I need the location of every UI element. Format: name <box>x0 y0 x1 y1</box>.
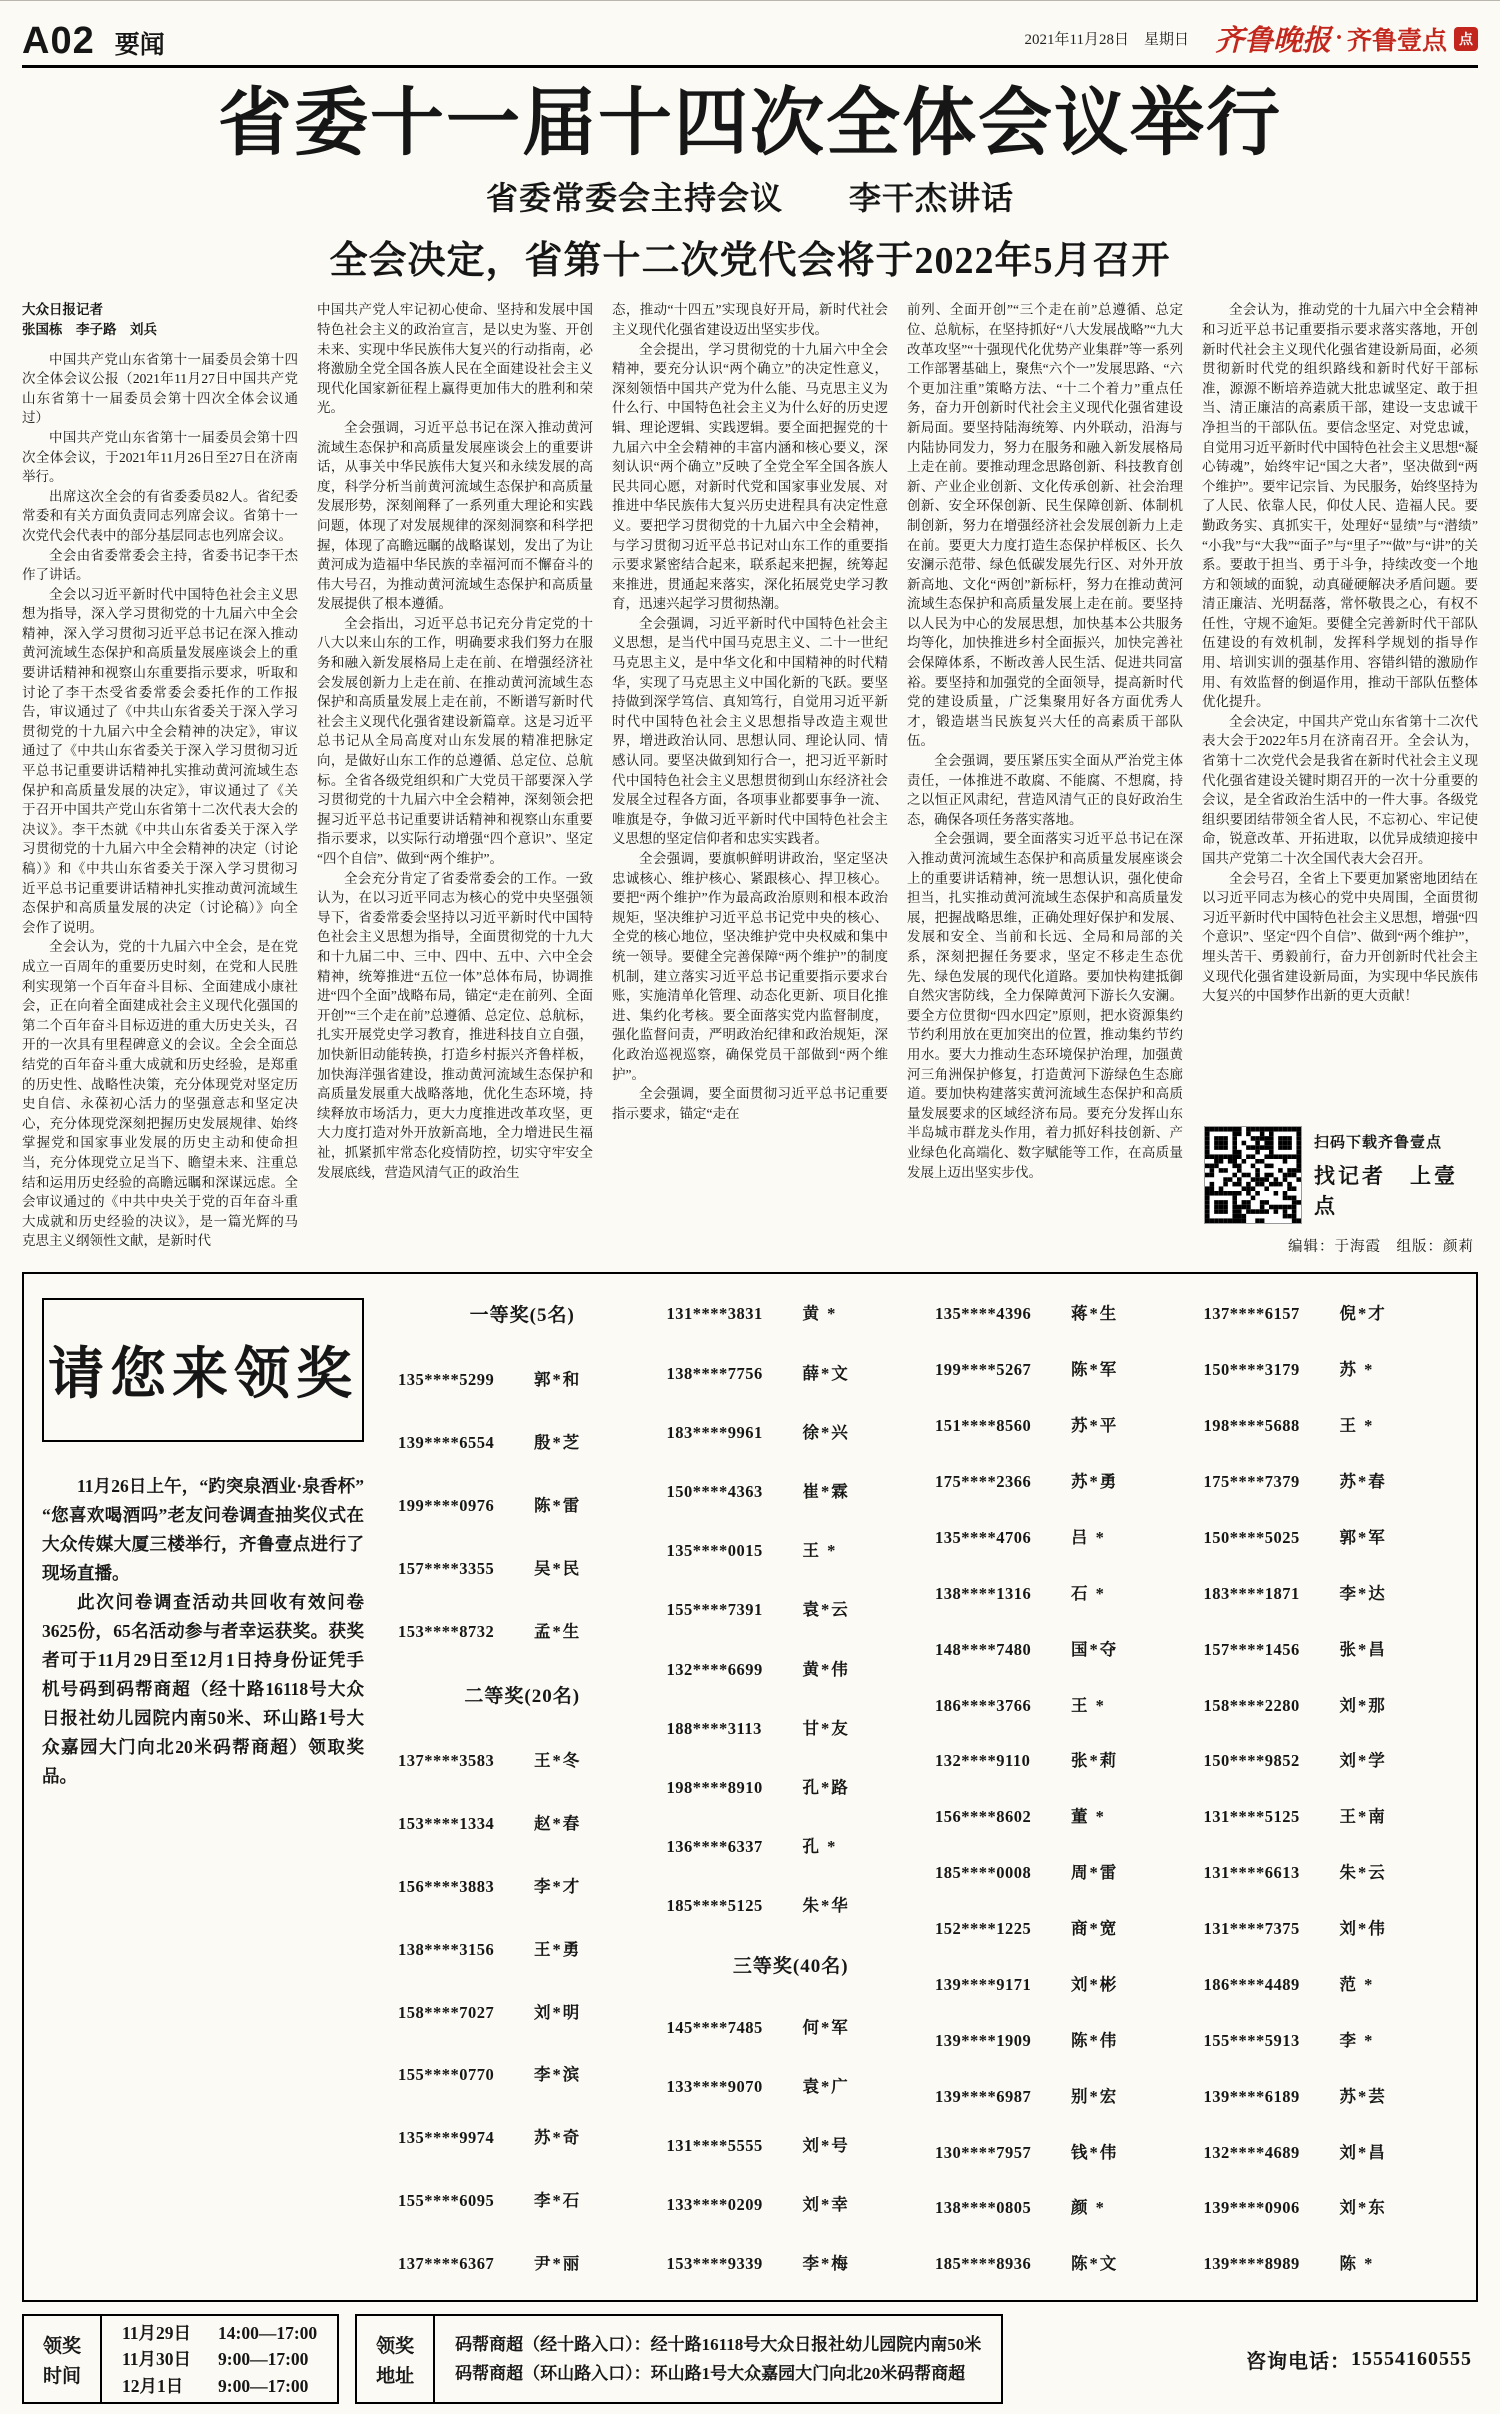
winner-phone: 139****6554 <box>398 1433 495 1453</box>
winner-row <box>398 1492 647 1516</box>
winner-row <box>398 2187 647 2211</box>
winner-name: 颜 * <box>1071 2198 1106 2218</box>
masthead-app-name: 齐鲁壹点 <box>1346 26 1447 55</box>
winner-name: 袁*云 <box>802 1600 850 1620</box>
winner-row <box>398 1366 647 1390</box>
winner-phone: 131****7375 <box>1203 1919 1300 1939</box>
winner-phone: 132****9110 <box>935 1751 1031 1771</box>
winner-name: 王*勇 <box>534 1939 582 1959</box>
winner-name: 甘*友 <box>802 1718 850 1738</box>
winner-name: 苏*勇 <box>1071 1472 1119 1492</box>
winner-row <box>1204 1468 1453 1492</box>
prize-left-pane <box>42 1298 370 2276</box>
main-article <box>22 82 1478 1258</box>
winner-row <box>935 1524 1184 1548</box>
winner-phone: 157****1456 <box>1203 1639 1300 1659</box>
winner-row <box>667 1360 916 1384</box>
winner-row <box>1204 1356 1453 1380</box>
winner-name: 孔 * <box>802 1837 838 1857</box>
winner-name: 周*雷 <box>1071 1863 1119 1883</box>
article-paragraph: 全会提出，学习贯彻党的十九届六中全会精神，要充分认识“两个确立”的决定性意义，深刻领悟中国共产党为什么能、马克思主义为什么行、中国特色社会主义为什么好的历史逻辑、理论逻辑、实践逻辑。要全面把握党的十九届六中全会精神的丰富内涵和核心要义，深刻认识“两个确立”反映了全党全军全国各族人民共同心愿，对新时代党和国家事业发展、对推进中华民族伟大复兴历史进程具有决定性意义。要把学习贯彻党的十九届六中全会精神，与学习贯彻习近平总书记对山东工作的重要指示要求紧密结合起来，联系起来把握，统筹起来推进，贯通起来落实，深化拓展党史学习教育，迅速兴起学习贯彻热潮。 <box>612 341 888 612</box>
winner-phone: 131****3831 <box>666 1304 763 1324</box>
winner-row <box>1204 1859 1453 1883</box>
article-paragraph: 全会认为，推动党的十九届六中全会精神和习近平总书记重要指示要求落实落地，开创新时代社会主义现代化强省建设新局面，必须贯彻新时代党的组织路线和新时代好干部标准，源源不断培养造就大批忠诚坚定、敢于担当、清正廉洁的高素质干部，建设一支忠诚干净担当的干部队伍。要信念坚定、对党忠诚，自觉用习近平新时代中国特色社会主义思想“凝心铸魂”，始终牢记“国之大者”，坚决做到“两个维护”。要牢记宗旨、为民服务，始终坚持为了人民、依靠人民，仰仗人民、造福人民。要勤政务实、真抓实干，处理好“显绩”与“潜绩”“小我”与“大我”“面子”与“里子”“做”与“讲”的关系。要敢于担当、勇于斗争，持续改变一个地方和领域的面貌，动真碰硬解决矛盾问题。要清正廉洁、光明磊落，常怀敬畏之心，有权不任性，守规不逾矩。要健全完善新时代干部队伍建设的有效机制，发挥科学规划的指导作用、培训实训的强基作用、容错纠错的激励作用、有效监督的倒逼作用，推动干部队伍整体优化提升。 <box>1202 302 1478 710</box>
winner-phone: 188****3113 <box>666 1718 762 1738</box>
winner-phone: 138****1316 <box>935 1583 1032 1603</box>
qr-slogan: 找记者 上壹点 <box>1314 1164 1458 1218</box>
prize-column-2 <box>653 1298 922 2276</box>
winner-phone: 133****9070 <box>666 2076 763 2096</box>
winner-phone: 150****5025 <box>1203 1527 1300 1547</box>
header-left <box>22 20 165 63</box>
article-paragraph: 全会强调，要压紧压实全面从严治党主体责任，一体推进不敢腐、不能腐、不想腐，持之以恒正风肃纪，营造风清气正的良好政治生态，确保各项任务落实落地。 <box>907 753 1183 827</box>
prize-intro-paragraph: 11月26日上午，“趵突泉酒业·泉香杯”“您喜欢喝酒吗”老友问卷调查抽奖仪式在大众传媒大厦三楼举行，齐鲁壹点进行了现场直播。 <box>42 1476 364 1584</box>
pickup-time-row <box>122 2320 317 2346</box>
qr-caption: 扫码下载齐鲁壹点 <box>1314 1134 1443 1151</box>
winner-name: 刘*伟 <box>1339 1919 1387 1939</box>
winner-phone: 156****3883 <box>398 1876 495 1896</box>
qr-code <box>1204 1126 1302 1224</box>
article-column-3 <box>612 300 888 1258</box>
winner-phone: 148****7480 <box>935 1639 1032 1659</box>
winner-name: 苏*芸 <box>1339 2086 1387 2106</box>
article-title: 省委十一届十四次全体会议举行 <box>218 81 1282 164</box>
winner-name: 张*莉 <box>1071 1751 1119 1771</box>
winner-phone: 185****5125 <box>666 1896 763 1916</box>
winner-phone: 138****7756 <box>666 1363 763 1383</box>
winner-row <box>398 1999 647 2023</box>
winner-row <box>398 2124 647 2148</box>
winner-name: 陈*雷 <box>534 1496 582 1516</box>
winner-row <box>398 2061 647 2085</box>
winner-row <box>1204 1747 1453 1771</box>
qr-block <box>1204 1126 1476 1224</box>
winner-phone: 155****0770 <box>398 2065 495 2085</box>
pickup-address-line: 码帮商超（经十路入口）：经十路16118号大众日报社幼儿园院内南50米 <box>455 2334 982 2354</box>
prize-intro <box>42 1472 364 1791</box>
winner-row <box>398 1429 647 1453</box>
winner-phone: 137****3583 <box>398 1750 495 1770</box>
winner-name: 刘*东 <box>1339 2198 1387 2218</box>
header-rule <box>22 65 1478 68</box>
winner-phone: 135****4396 <box>935 1304 1032 1324</box>
winner-row <box>935 2194 1184 2218</box>
winner-row <box>1204 1692 1453 1716</box>
article-paragraph: 全会强调，习近平新时代中国特色社会主义思想，是当代中国马克思主义、二十一世纪马克思主义，是中华文化和中国精神的时代精华，实现了马克思主义中国化新的飞跃。要坚持做到深学笃信、真知笃行，自觉用习近平新时代中国特色社会主义思想指导改造主观世界，增进政治认同、思想认同、理论认同、情感认同。要坚决做到知行合一，把习近平新时代中国特色社会主义思想贯彻到山东经济社会发展全过程各方面，各项事业都要事争一流、唯旗是夺，争做习近平新时代中国特色社会主义思想的坚定信仰者和忠实实践者。 <box>612 615 888 847</box>
winner-row <box>935 1300 1184 1324</box>
winner-phone: 153****1334 <box>398 1813 495 1833</box>
winner-phone: 152****1225 <box>935 1919 1032 1939</box>
pickup-time-row <box>122 2346 317 2372</box>
winner-name: 范 * <box>1339 1974 1375 1994</box>
winner-name: 赵*春 <box>534 1813 582 1833</box>
article-columns <box>22 300 1478 1258</box>
winner-row <box>667 2191 916 2215</box>
winner-row <box>667 1300 916 1324</box>
masthead-separator: · <box>1334 25 1343 51</box>
winner-row <box>935 1692 1184 1716</box>
pickup-date: 11月30日 <box>122 2349 192 2370</box>
winner-name: 陈*伟 <box>1071 2030 1119 2050</box>
article-body <box>22 300 1478 1258</box>
winner-name: 苏*平 <box>1071 1416 1119 1436</box>
article-paragraph: 全会由省委常委会主持，省委书记李干杰作了讲话。 <box>22 547 298 583</box>
winner-phone: 137****6157 <box>1203 1304 1300 1324</box>
winner-row <box>667 1774 916 1798</box>
winner-row <box>1204 1915 1453 1939</box>
winner-phone: 158****2280 <box>1203 1695 1300 1715</box>
prize-column-4 <box>1190 1298 1459 2276</box>
winner-name: 朱*华 <box>802 1896 850 1916</box>
pickup-time-row <box>122 2373 317 2399</box>
winner-phone: 185****0008 <box>935 1863 1032 1883</box>
pickup-address-box <box>355 2314 1003 2404</box>
winner-row <box>1204 1636 1453 1660</box>
winner-phone: 185****8936 <box>935 2254 1032 2274</box>
winner-name: 李*才 <box>534 1876 582 1896</box>
winner-row <box>1204 1971 1453 1995</box>
pickup-address-label <box>357 2316 435 2402</box>
winner-phone: 139****9171 <box>935 1974 1032 1994</box>
winner-row <box>667 1833 916 1857</box>
winner-row <box>667 1419 916 1443</box>
winner-row <box>1204 2194 1453 2218</box>
winner-name: 刘*号 <box>802 2136 850 2156</box>
winner-name: 张*昌 <box>1339 1639 1387 1659</box>
winner-name: 吕 * <box>1071 1527 1106 1547</box>
winner-name: 商*宽 <box>1071 1919 1119 1939</box>
article-paragraph: 态，推动“十四五”实现良好开局，新时代社会主义现代化强省建设迈出坚实步伐。 <box>612 302 888 337</box>
winner-phone: 157****3355 <box>398 1559 495 1579</box>
winner-row <box>667 1478 916 1502</box>
winner-name: 董 * <box>1071 1807 1106 1827</box>
article-paragraph: 前列、全面开创”“三个走在前”总遵循、总定位、总航标，在坚持抓好“八大发展战略”“九大改革攻坚”“十强现代化优势产业集群”等一系列工作部署基础上，聚焦“六个一”发展思路、“六个更加注重”策略方法、“十二个着力”重点任务，奋力开创新时代社会主义现代化强省建设新局面。要坚持陆海统筹、内外联动，沿海与内陆协同发力，努力在服务和融入新发展格局上走在前。要推动理念思路创新、科技教育创新、产业企业创新、文化传承创新、社会治理创新、安全环保创新、民生保障创新、体制机制创新，努力在增强经济社会发展创新力上走在前。要更大力度打造生态保护样板区、长久安澜示范带、绿色低碳发展先行区、对外开放新高地、文化“两创”新标杆，努力在推动黄河流域生态保护和高质量发展上走在前。要坚持以人民为中心的发展思想，加快基本公共服务均等化，加快推进乡村全面振兴，加快完善社会保障体系，不断改善人民生活、促进共同富裕。要坚持和加强党的全面领导，提高新时代党的建设质量，广泛集聚用好各方面优秀人才，锻造堪当民族复兴大任的高素质干部队伍。 <box>907 302 1183 749</box>
pickup-hours: 14:00—17:00 <box>218 2323 318 2344</box>
winner-row <box>667 1892 916 1916</box>
winner-name: 殷*芝 <box>534 1433 582 1453</box>
hotline-label: 咨询电话： <box>1246 2350 1351 2373</box>
winner-name: 别*宏 <box>1071 2086 1119 2106</box>
winner-row <box>935 1468 1184 1492</box>
winner-phone: 150****3179 <box>1203 1360 1300 1380</box>
prize-intro-paragraph: 此次问卷调查活动共回收有效问卷3625份，65名活动参与者幸运获奖。获奖者可于11月29日至12月1日持身份证凭手机号码到码帮商超（经十路16118号大众日报社幼儿园院内南50米、环山路1号大众嘉园大门向北20米码帮商超）领取奖品。 <box>42 1592 364 1787</box>
winner-phone: 183****9961 <box>666 1422 763 1442</box>
winner-row <box>935 1747 1184 1771</box>
winner-row <box>667 1656 916 1680</box>
winner-name: 郭*军 <box>1339 1527 1387 1547</box>
winner-row <box>398 1555 647 1579</box>
section-name: 要闻 <box>114 31 165 59</box>
winner-name: 王*南 <box>1339 1807 1387 1827</box>
winner-name: 蒋*生 <box>1071 1304 1119 1324</box>
winner-row <box>667 1537 916 1561</box>
winner-row <box>935 1412 1184 1436</box>
pickup-time-label-line2: 时间 <box>42 2365 81 2387</box>
winner-row <box>1204 2139 1453 2163</box>
winner-row <box>935 2027 1184 2051</box>
winner-phone: 175****2366 <box>935 1472 1032 1492</box>
winner-name: 黄*伟 <box>802 1659 850 1679</box>
prize-winner-columns <box>370 1298 1458 2276</box>
pickup-time-label-line1: 领奖 <box>42 2335 81 2357</box>
winner-row <box>935 1915 1184 1939</box>
winner-row <box>667 2250 916 2274</box>
winner-name: 苏*春 <box>1339 1472 1387 1492</box>
winner-row <box>935 2139 1184 2163</box>
winner-row <box>935 2083 1184 2107</box>
header-right <box>1025 18 1479 63</box>
winner-phone: 131****5555 <box>666 2136 763 2156</box>
winner-name: 倪*才 <box>1339 1304 1387 1324</box>
winner-phone: 151****8560 <box>935 1416 1032 1436</box>
winner-name: 徐*兴 <box>802 1422 850 1442</box>
winner-name: 李*石 <box>534 2191 582 2211</box>
winner-phone: 155****7391 <box>666 1600 763 1620</box>
article-subtitle: 省委常委会主持会议 李干杰讲话 <box>485 180 1014 217</box>
pickup-date: 12月1日 <box>122 2375 184 2396</box>
winner-row <box>1204 1412 1453 1436</box>
winner-name: 刘*学 <box>1339 1751 1387 1771</box>
prize-column-1 <box>384 1298 653 2276</box>
winner-row <box>667 1596 916 1620</box>
pickup-hours: 9:00—17:00 <box>218 2349 309 2370</box>
article-column-1 <box>22 300 298 1258</box>
winner-row <box>398 1747 647 1771</box>
prize-title-text: 请您来领奖 <box>48 1342 358 1406</box>
winner-phone: 139****1909 <box>935 2030 1032 2050</box>
hotline <box>1246 2314 1478 2404</box>
pickup-hours: 9:00—17:00 <box>218 2375 309 2396</box>
prize-tier-header: 二等奖(20名) <box>464 1685 581 1707</box>
winner-name: 李 * <box>1339 2030 1375 2050</box>
winner-row <box>398 2250 647 2274</box>
winner-phone: 132****6699 <box>666 1659 763 1679</box>
masthead-paper-name: 齐鲁晚报 <box>1214 25 1331 57</box>
prize-section <box>22 1272 1478 2302</box>
winner-row <box>935 1356 1184 1380</box>
winner-phone: 135****9974 <box>398 2128 495 2148</box>
winner-phone: 139****0906 <box>1203 2198 1300 2218</box>
prize-column-3 <box>921 1298 1190 2276</box>
winner-phone: 150****9852 <box>1203 1751 1300 1771</box>
winner-name: 尹*丽 <box>534 2254 582 2274</box>
winner-phone: 153****8732 <box>398 1622 495 1641</box>
winner-name: 李*滨 <box>534 2065 582 2085</box>
pickup-times <box>102 2316 337 2402</box>
winner-name: 苏*奇 <box>534 2128 582 2148</box>
article-column-5 <box>1202 300 1478 1258</box>
winner-phone: 132****4689 <box>1203 2142 1300 2162</box>
pickup-address-label-line2: 地址 <box>376 2365 415 2387</box>
winner-name: 吴*民 <box>534 1559 582 1579</box>
winner-phone: 131****5125 <box>1203 1807 1300 1827</box>
winner-phone: 199****5267 <box>935 1360 1032 1380</box>
winner-phone: 135****5299 <box>398 1370 495 1390</box>
winner-phone: 155****5913 <box>1203 2030 1300 2050</box>
byline: 大众日报记者 <box>22 302 103 318</box>
winner-phone: 150****4363 <box>666 1481 763 1501</box>
winner-name: 薛*文 <box>802 1363 850 1383</box>
winner-row <box>935 1859 1184 1883</box>
winner-name: 何*军 <box>802 2017 850 2037</box>
winner-phone: 138****0805 <box>935 2198 1032 2218</box>
hotline-number: 15554160555 <box>1351 2347 1472 2370</box>
winner-row <box>1204 1524 1453 1548</box>
winner-row <box>398 1618 647 1642</box>
winner-phone: 183****1871 <box>1203 1583 1300 1603</box>
winner-name: 刘*昌 <box>1339 2142 1387 2162</box>
qr-captions <box>1314 1131 1476 1220</box>
issue-date: 2021年11月28日 星期日 <box>1024 32 1189 48</box>
winner-phone: 135****4706 <box>935 1527 1032 1547</box>
prize-title <box>42 1298 364 1442</box>
winner-row <box>1204 2027 1453 2051</box>
winner-phone: 175****7379 <box>1203 1472 1300 1492</box>
winner-name: 刘*那 <box>1339 1695 1387 1715</box>
winner-name: 朱*云 <box>1339 1863 1387 1883</box>
pickup-address-label-line1: 领奖 <box>376 2335 415 2357</box>
article-paragraph: 全会决定，中国共产党山东省第十二次代表大会于2022年5月在济南召开。全会认为，省第十二次党代会是我省在新时代社会主义现代化强省建设关键时期召开的一次十分重要的会议，是全省政治生活中的一件大事。各级党组织要团结带领全省人民，不忘初心、牢记使命，锐意改革、开拓进取，以优异成绩迎接中国共产党第二十次全国代表大会召开。 <box>1202 713 1478 867</box>
winner-row <box>1204 1580 1453 1604</box>
winner-phone: 186****3766 <box>935 1695 1032 1715</box>
winner-name: 刘*明 <box>534 2002 582 2022</box>
page-footer <box>22 2314 1478 2404</box>
winner-name: 石 * <box>1071 1583 1106 1603</box>
winner-name: 孟*生 <box>534 1622 582 1641</box>
article-paragraph: 全会强调，要旗帜鲜明讲政治，坚定坚决忠诚核心、维护核心、紧跟核心、捍卫核心。要把“两个维护”作为最高政治原则和根本政治规矩，坚决维护习近平总书记党中央的核心、全党的核心地位，坚决维护党中央权威和集中统一领导。要健全完善保障“两个维护”的制度机制，建立落实习近平总书记重要指示要求台账，实施清单化管理、动态化更新、项目化推进、集约化考核。要全面落实党内监督制度，强化监督问责，严明政治纪律和政治规矩，深化政治巡视巡察，确保党员干部做到“两个维护”。 <box>612 851 888 1082</box>
pickup-date: 11月29日 <box>122 2323 192 2344</box>
winner-phone: 145****7485 <box>666 2017 763 2037</box>
winner-name: 王 * <box>1339 1416 1375 1436</box>
prize-tier-header: 三等奖(40名) <box>732 1956 849 1978</box>
article-column-2 <box>317 300 593 1258</box>
winner-name: 陈*军 <box>1071 1360 1119 1380</box>
winner-name: 王 * <box>802 1541 838 1561</box>
winner-phone: 199****0976 <box>398 1496 495 1516</box>
page-number: A02 <box>22 20 95 62</box>
winner-row <box>935 1971 1184 1995</box>
masthead-logo <box>1215 18 1478 59</box>
article-paragraph: 出席这次全会的有省委委员82人。省纪委常委和有关方面负责同志列席会议。省第十一次党代会代表中的部分基层同志也列席会议。 <box>22 488 298 543</box>
winner-name: 刘*彬 <box>1071 1974 1119 1994</box>
winner-phone: 198****8910 <box>666 1777 763 1797</box>
winner-name: 李*达 <box>1339 1583 1387 1603</box>
winner-name: 王*冬 <box>534 1750 582 1770</box>
winner-phone: 139****8989 <box>1203 2254 1300 2274</box>
pickup-time-box <box>22 2314 339 2404</box>
winner-name: 苏 * <box>1339 1360 1375 1380</box>
article-column-4 <box>907 300 1183 1258</box>
article-subtitle2: 全会决定，省第十二次党代会将于2022年5月召开 <box>329 240 1171 283</box>
winner-row <box>667 2073 916 2097</box>
winner-name: 孔*路 <box>802 1777 850 1797</box>
winner-phone: 155****6095 <box>398 2191 495 2211</box>
winner-name: 陈*文 <box>1071 2254 1119 2274</box>
winner-row <box>935 1636 1184 1660</box>
pickup-address-line: 码帮商超（环山路入口）：环山路1号大众嘉园大门向北20米码帮商超 <box>455 2364 966 2384</box>
masthead-dot-icon: 点 <box>1454 27 1478 51</box>
winner-row <box>398 1936 647 1960</box>
winner-row <box>667 2132 916 2156</box>
winner-phone: 139****6189 <box>1203 2086 1300 2106</box>
page-header <box>22 1 1478 63</box>
winner-name: 崔*霖 <box>802 1481 850 1501</box>
article-paragraph: 全会强调，要全面落实习近平总书记在深入推动黄河流域生态保护和高质量发展座谈会上的重要讲话精神，统一思想认识，强化使命担当，扎实推动黄河流域生态保护和高质量发展，把握战略思维，正确处理好保护和发展、发展和安全、当前和长远、全局和局部的关系，深刻把握任务要求，坚定不移走生态优先、绿色发展的现代化道路。要加快构建抵御自然灾害防线，全力保障黄河下游长久安澜。要全方位贯彻“四水四定”原则，把水资源集约节约利用放在更加突出的位置，推动集约节约用水。要大力推动生态环境保护治理，加强黄河三角洲保护修复，打造黄河下游绿色生态廊道。要加快构建落实黄河流域生态保护和高质量发展要求的区域经济布局。要充分发挥山东半岛城市群龙头作用，着力抓好科技创新、产业绿色化高端化、数字赋能等工作，在高质量发展上迈出坚实步伐。 <box>907 831 1183 1180</box>
prize-tier-header: 一等奖(5名) <box>469 1305 575 1327</box>
pickup-time-label <box>24 2316 102 2402</box>
winner-phone: 198****5688 <box>1203 1416 1300 1436</box>
winner-row <box>1204 1803 1453 1827</box>
winner-phone: 137****6367 <box>398 2254 495 2274</box>
winner-name: 王 * <box>1071 1695 1106 1715</box>
winner-row <box>667 2014 916 2038</box>
winner-row <box>1204 1300 1453 1324</box>
winner-row <box>935 1580 1184 1604</box>
winner-phone: 139****6987 <box>935 2086 1032 2106</box>
winner-row <box>667 1715 916 1739</box>
winner-phone: 158****7027 <box>398 2002 495 2022</box>
article-paragraph: 全会认为，党的十九届六中全会，是在党成立一百周年的重要历史时刻，在党和人民胜利实现第一个百年奋斗目标、全面建成小康社会，正在向着全面建成社会主义现代化强国的第二个百年奋斗目标迈进的重大历史关头，召开的一次具有里程碑意义的会议。全会全面总结党的百年奋斗重大成就和历史经验，是郑重的历史性、战略性决策，充分体现党对坚定历史自信、永葆初心活力的坚强意志和坚定决心，充分体现党深刻把握历史发展规律、始终掌握党和国家事业发展的历史主动和使命担当，充分体现党立足当下、瞻望未来、注重总结和运用历史经验的高瞻远瞩和深谋远虑。全会审议通过的《中共中央关于党的百年奋斗重大成就和历史经验的决议》，是一篇光辉的马克思主义纲领性文献，是新时代 <box>22 939 298 1249</box>
winner-row <box>398 1810 647 1834</box>
article-paragraph: 全会以习近平新时代中国特色社会主义思想为指导，深入学习贯彻党的十九届六中全会精神，深入学习贯彻习近平总书记在深入推动黄河流域生态保护和高质量发展座谈会上的重要讲话精神和视察山东重要指示要求，听取和讨论了李干杰受省委常委会委托作的工作报告，审议通过了《中共山东省委关于深入学习贯彻党的十九届六中全会精神的决定》，审议通过了《中共山东省委关于深入学习贯彻习近平总书记重要讲话精神扎实推动黄河流域生态保护和高质量发展的决定》，审议通过了《关于召开中国共产党山东省第十二次代表大会的决议》。李干杰就《中共山东省委关于深入学习贯彻党的十九届六中全会精神的决定（讨论稿）》和《中共山东省委关于深入学习贯彻习近平总书记重要讲话精神扎实推动黄河流域生态保护和高质量发展的决定（讨论稿）》向全会作了说明。 <box>22 586 298 935</box>
winner-phone: 131****6613 <box>1203 1863 1300 1883</box>
winner-row <box>1204 2250 1453 2274</box>
winner-name: 李*梅 <box>802 2254 850 2274</box>
winner-name: 刘*幸 <box>802 2195 850 2215</box>
winner-phone: 133****0209 <box>666 2195 763 2215</box>
winner-phone: 135****0015 <box>666 1541 763 1561</box>
winner-row <box>398 1873 647 1897</box>
editor-credit: 编辑：于海霞 组版：颜莉 <box>1288 1239 1474 1256</box>
winner-phone: 130****7957 <box>935 2142 1032 2162</box>
article-paragraph: 全会充分肯定了省委常委会的工作。一致认为，在以习近平同志为核心的党中央坚强领导下，省委常委会坚持以习近平新时代中国特色社会主义思想为指导，全面贯彻党的十九大和十九届二中、三中、四中、五中、六中全会精神，统筹推进“五位一体”总体布局，协调推进“四个全面”战略布局，锚定“走在前列、全面开创”“三个走在前”总遵循、总定位、总航标，扎实开展党史学习教育，推进科技自立自强，加快新旧动能转换，打造乡村振兴齐鲁样板，加快海洋强省建设，推动黄河流域生态保护和高质量发展重大战略落地，优化生态环境，持续释放市场活力，更大力度推进改革攻坚，更大力度打造对外开放新高地，全力增进民生福祉，抓紧抓牢常态化疫情防控，切实守牢安全发展底线，营造风清气正的政治生 <box>317 870 593 1180</box>
byline: 张国栋 李子路 刘兵 <box>22 321 157 337</box>
article-paragraph: 全会强调，要全面贯彻习近平总书记重要指示要求，锚定“走在 <box>612 1086 888 1121</box>
winner-phone: 138****3156 <box>398 1939 495 1959</box>
winner-row <box>935 1803 1184 1827</box>
article-paragraph: 全会号召，全省上下要更加紧密地团结在以习近平同志为核心的党中央周围，全面贯彻习近平新时代中国特色社会主义思想，增强“四个意识”、坚定“四个自信”、做到“两个维护”，埋头苦干、勇毅前行，奋力开创新时代社会主义现代化强省建设新局面，为实现中华民族伟大复兴的中国梦作出新的更大贡献！ <box>1202 870 1478 1004</box>
winner-phone: 186****4489 <box>1203 1974 1300 1994</box>
article-paragraph: 全会强调，习近平总书记在深入推动黄河流域生态保护和高质量发展座谈会上的重要讲话，从事关中华民族伟大复兴和永续发展的高度，科学分析当前黄河流域生态保护和高质量发展形势，深刻阐释了一系列重大理论和实践问题，体现了对发展规律的深刻洞察和科学把握，体现了高瞻远瞩的战略谋划，发出了为让黄河成为造福中华民族的幸福河而不懈奋斗的伟大号召，为推动黄河流域生态保护和高质量发展提供了根本遵循。 <box>317 419 593 612</box>
winner-name: 袁*广 <box>802 2076 850 2096</box>
winner-name: 国*夺 <box>1071 1639 1119 1659</box>
article-paragraph: 全会指出，习近平总书记充分肯定党的十八大以来山东的工作，明确要求我们努力在服务和融入新发展格局上走在前、在增强经济社会发展创新力上走在前、在推动黄河流域生态保护和高质量发展上走在前，不断谱写新时代社会主义现代化强省建设新篇章。这是习近平总书记从全局高度对山东发展的精准把脉定向，是做好山东工作的总遵循、总定位、总航标。全省各级党组织和广大党员干部要深入学习贯彻党的十九届六中全会精神，深刻领会把握习近平总书记重要讲话精神和视察山东重要指示要求，以实际行动增强“四个意识”、坚定“四个自信”、做到“两个维护”。 <box>317 615 593 867</box>
winner-row <box>935 2250 1184 2274</box>
winner-name: 郭*和 <box>534 1370 582 1390</box>
winner-row <box>1204 2083 1453 2107</box>
winner-name: 陈 * <box>1339 2254 1375 2274</box>
winner-name: 黄 * <box>802 1304 838 1324</box>
article-paragraph: 中国共产党山东省第十一届委员会第十四次全体会议公报（2021年11月27日中国共产党山东省第十一届委员会第十四次全体会议通过） <box>22 351 298 426</box>
winner-name: 钱*伟 <box>1071 2142 1119 2162</box>
pickup-addresses <box>435 2316 1001 2402</box>
winner-phone: 156****8602 <box>935 1807 1032 1827</box>
article-paragraph: 中国共产党山东省第十一届委员会第十四次全体会议，于2021年11月26日至27日在济南举行。 <box>22 429 298 485</box>
winner-phone: 136****6337 <box>666 1837 763 1857</box>
article-paragraph: 中国共产党人牢记初心使命、坚持和发展中国特色社会主义的政治宣言，是以史为鉴、开创未来、实现中华民族伟大复兴的行动指南，必将激励全党全国各族人民在全面建设社会主义现代化国家新征程上赢得更加伟大的胜利和荣光。 <box>317 302 593 416</box>
winner-phone: 153****9339 <box>666 2254 763 2274</box>
